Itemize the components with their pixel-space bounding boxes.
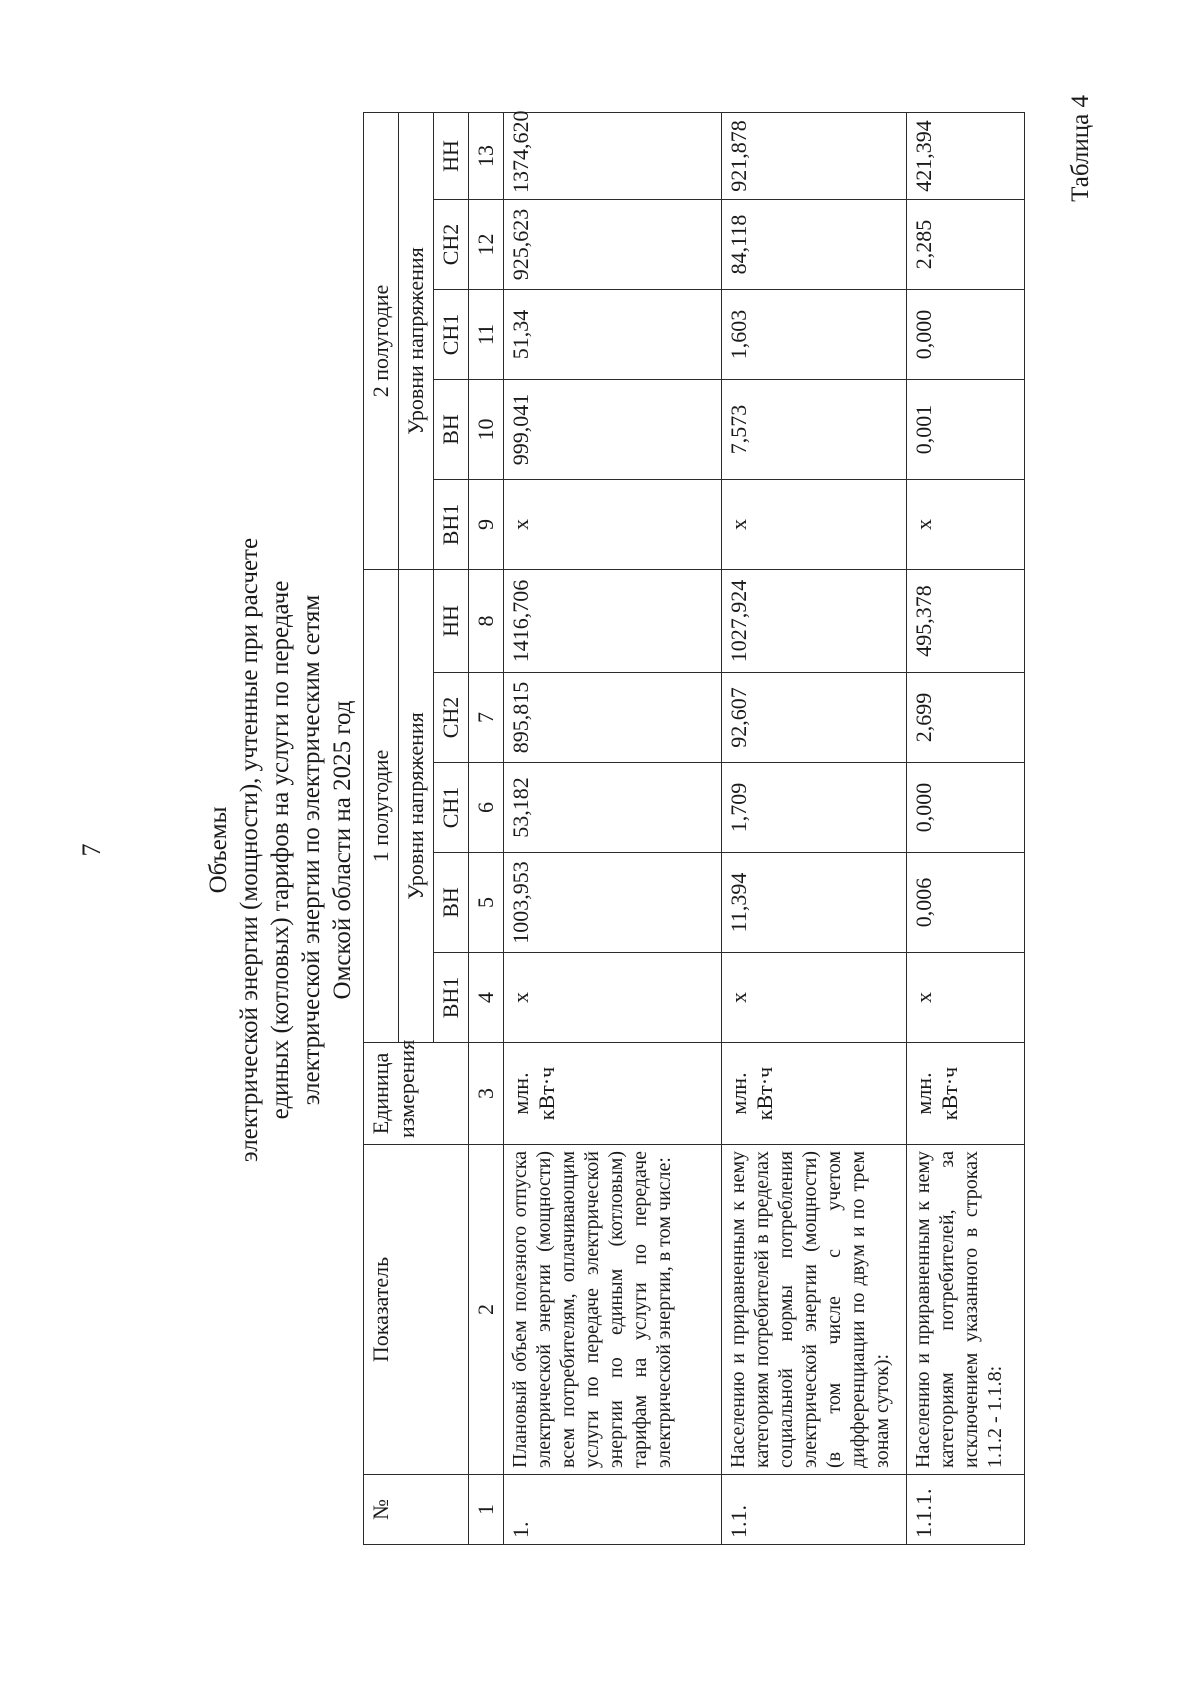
- row-value: 2,285: [907, 200, 1025, 290]
- row-indicator: Населению и приравненным к нему категориям потребителей в пределах социальной нормы потребления электрической энергии (мощности) (в том числе с учетом дифференциации по двум и по трем зонам суток):: [722, 1145, 907, 1475]
- heading-line: единых (котловых) тарифов на услуги по передаче: [267, 580, 294, 1120]
- header-level: ВН1: [434, 953, 469, 1043]
- header-level: НН: [434, 570, 469, 673]
- row-value: х: [907, 953, 1025, 1043]
- heading-line: электрической энергии (мощности), учтенные при расчете: [236, 537, 263, 1163]
- row-unit: млн. кВт·ч: [722, 1043, 907, 1145]
- row-indicator: Населению и приравненным к нему категориям потребителей, за исключением указанного в строках 1.1.2 - 1.1.8:: [907, 1145, 1025, 1475]
- header-level: СН2: [434, 200, 469, 290]
- column-number: 2: [469, 1145, 504, 1475]
- heading-line: электрической энергии по электрическим сетям: [298, 594, 325, 1106]
- header-no: №: [364, 1475, 469, 1545]
- row-value: х: [504, 953, 722, 1043]
- table-row: [722, 113, 907, 1545]
- row-number: 1.1.1.: [907, 1475, 1025, 1545]
- header-unit: Единица измерения: [364, 1043, 469, 1145]
- row-value: 11,394: [722, 853, 907, 953]
- column-number: 5: [469, 853, 504, 953]
- heading-line: Объемы: [205, 806, 232, 894]
- row-indicator: Плановый объем полезного отпуска электрической энергии (мощности) всем потребителям, оплачивающим услуги по передаче электрической энергии по единым (котловым) тарифам на услуги по передаче электрической энергии, в том числе:: [504, 1145, 722, 1475]
- row-number: 1.: [504, 1475, 722, 1545]
- column-number: 10: [469, 380, 504, 480]
- column-number: 9: [469, 480, 504, 570]
- column-number: 13: [469, 113, 504, 200]
- column-number: 3: [469, 1043, 504, 1145]
- row-value: 1416,706: [504, 570, 722, 673]
- header-indicator: Показатель: [364, 1145, 469, 1475]
- heading-line: Омской области на 2025 год: [329, 700, 356, 1000]
- row-value: 0,000: [907, 290, 1025, 380]
- column-number: 8: [469, 570, 504, 673]
- header-voltage-levels: Уровни напряжения: [399, 113, 434, 570]
- header-level: ВН: [434, 380, 469, 480]
- header-level: СН1: [434, 763, 469, 853]
- row-value: 53,182: [504, 763, 722, 853]
- row-value: 421,394: [907, 113, 1025, 200]
- table-row: [907, 113, 1025, 1545]
- document-page: [77, 95, 1105, 1605]
- row-value: 51,34: [504, 290, 722, 380]
- header-level: НН: [434, 113, 469, 200]
- row-value: 925,623: [504, 200, 722, 290]
- row-value: 1,603: [722, 290, 907, 380]
- row-value: 84,118: [722, 200, 907, 290]
- column-number: 7: [469, 673, 504, 763]
- header-half-1: 1 полугодие: [364, 570, 399, 1043]
- table-row: [504, 113, 722, 1545]
- header-level: ВН: [434, 853, 469, 953]
- header-level: СН1: [434, 290, 469, 380]
- row-value: 495,378: [907, 570, 1025, 673]
- column-number: 11: [469, 290, 504, 380]
- row-value: 999,041: [504, 380, 722, 480]
- column-number: 12: [469, 200, 504, 290]
- row-value: 1374,620: [504, 113, 722, 200]
- row-value: х: [722, 480, 907, 570]
- row-value: 1027,924: [722, 570, 907, 673]
- row-unit: млн. кВт·ч: [907, 1043, 1025, 1145]
- row-value: 0,001: [907, 380, 1025, 480]
- header-row: [364, 113, 399, 1545]
- row-value: х: [504, 480, 722, 570]
- row-value: 921,878: [722, 113, 907, 200]
- row-value: 0,000: [907, 763, 1025, 853]
- row-value: х: [722, 953, 907, 1043]
- volumes-table: [363, 112, 1025, 1545]
- header-voltage-levels: Уровни напряжения: [399, 570, 434, 1043]
- row-value: 2,699: [907, 673, 1025, 763]
- column-number: 4: [469, 953, 504, 1043]
- column-number-row: [469, 113, 504, 1545]
- row-value: х: [907, 480, 1025, 570]
- row-value: 1,709: [722, 763, 907, 853]
- column-number: 6: [469, 763, 504, 853]
- document-heading: [203, 95, 358, 1605]
- row-value: 92,607: [722, 673, 907, 763]
- row-unit: млн. кВт·ч: [504, 1043, 722, 1145]
- page-number: 7: [77, 843, 106, 857]
- table-caption: Таблица 4: [1067, 95, 1094, 202]
- row-value: 895,815: [504, 673, 722, 763]
- row-value: 1003,953: [504, 853, 722, 953]
- row-value: 7,573: [722, 380, 907, 480]
- row-number: 1.1.: [722, 1475, 907, 1545]
- column-number: 1: [469, 1475, 504, 1545]
- header-half-2: 2 полугодие: [364, 113, 399, 570]
- header-level: СН2: [434, 673, 469, 763]
- header-level: ВН1: [434, 480, 469, 570]
- row-value: 0,006: [907, 853, 1025, 953]
